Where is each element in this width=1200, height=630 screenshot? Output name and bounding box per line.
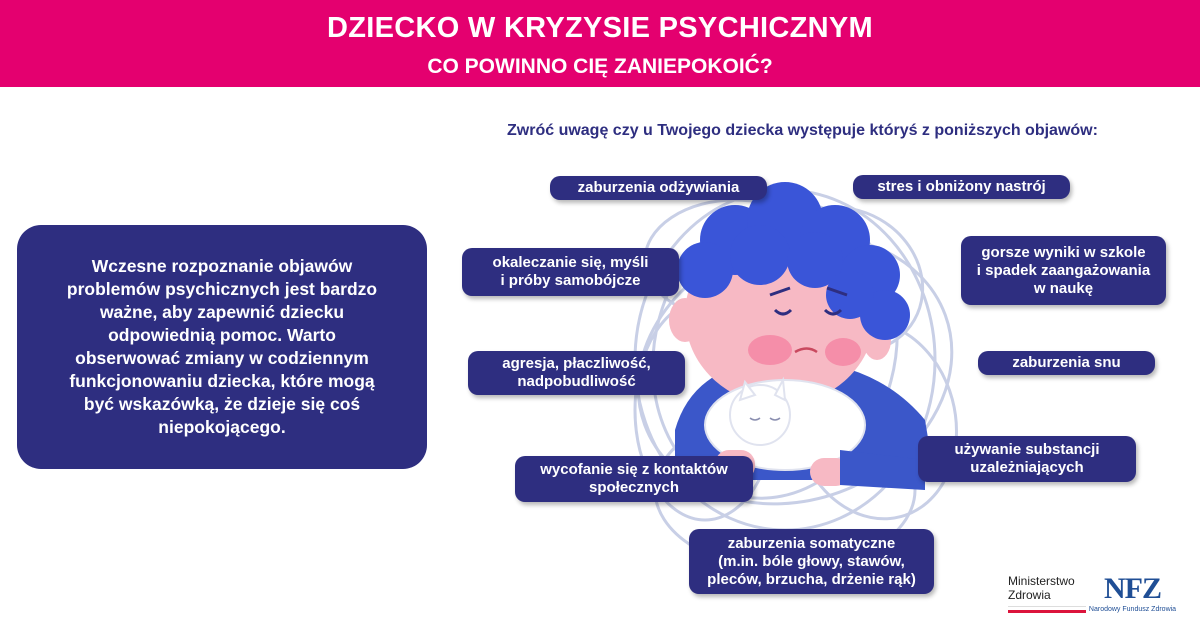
symptom-social-withdrawal: wycofanie się z kontaktów społecznych xyxy=(515,456,753,502)
nfz-logo xyxy=(1085,574,1180,613)
symptom-substance-use: używanie substancji uzależniających xyxy=(918,436,1136,482)
symptom-sleep-disorders: zaburzenia snu xyxy=(978,351,1155,375)
page-title: DZIECKO W KRYZYSIE PSYCHICZNYM xyxy=(326,12,874,44)
ministry-name-line2: Zdrowia xyxy=(1008,588,1051,602)
symptom-stress-low-mood: stres i obniżony nastrój xyxy=(853,175,1070,199)
nfz-mark: NFZ xyxy=(1104,572,1161,605)
info-text: Wczesne rozpoznanie objawów problemów psychicznych jest bardzo ważne, aby zapewnić dziecku odpowiednią pomoc. Warto obserwować zmiany w codziennym funkcjonowaniu dziecka, które mogą być wskazówką, że dzieje się coś niepokojącego. xyxy=(66,256,378,437)
symptom-self-harm: okaleczanie się, myśli i próby samobójcze xyxy=(462,248,679,296)
symptom-somatic: zaburzenia somatyczne (m.in. bóle głowy, stawów, pleców, brzucha, drżenie rąk) xyxy=(689,529,934,594)
flag-icon xyxy=(1008,606,1086,613)
symptom-eating-disorders: zaburzenia odżywiania xyxy=(550,176,767,200)
symptom-school-performance: gorsze wyniki w szkole i spadek zaangażowania w naukę xyxy=(961,236,1166,305)
info-box xyxy=(17,225,427,469)
header-banner xyxy=(0,0,1200,87)
symptom-aggression: agresja, płaczliwość, nadpobudliwość xyxy=(468,351,685,395)
ministry-of-health-logo xyxy=(1008,574,1086,613)
nfz-subtitle: Narodowy Fundusz Zdrowia xyxy=(1088,606,1177,613)
ministry-name-line1: Ministerstwo xyxy=(1008,574,1075,588)
intro-text: Zwróć uwagę czy u Twojego dziecka występuje któryś z poniższych objawów: xyxy=(507,122,1098,139)
page-subtitle: CO POWINNO CIĘ ZANIEPOKOIĆ? xyxy=(427,55,773,78)
